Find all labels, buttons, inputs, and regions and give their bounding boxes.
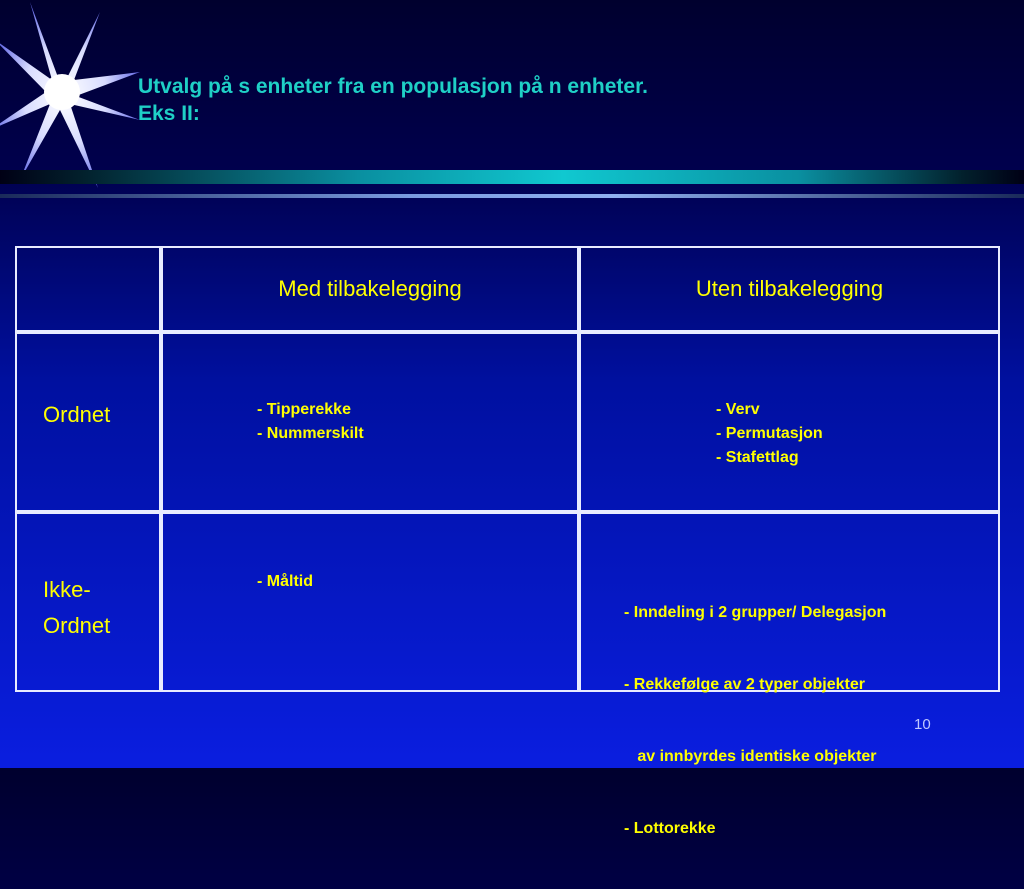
row-label-line: Ordnet bbox=[43, 613, 111, 638]
title-line-1: Utvalg på s enheter fra en populasjon på n enheter. bbox=[138, 75, 648, 98]
title-line-2: Eks II: bbox=[138, 102, 200, 125]
list-item: av innbyrdes identiske objekter bbox=[624, 748, 877, 765]
table-header-empty bbox=[15, 246, 161, 332]
table-header-uten: Uten tilbakelegging bbox=[579, 246, 1000, 332]
list-item: - Nummerskilt bbox=[257, 425, 364, 442]
list-item: - Tipperekke bbox=[257, 401, 351, 418]
examples-list bbox=[257, 570, 313, 594]
list-item: - Permutasjon bbox=[716, 425, 823, 442]
list-item: - Verv bbox=[716, 401, 760, 418]
examples-list bbox=[624, 553, 886, 889]
row-label-text: Ordnet bbox=[43, 402, 111, 427]
row-label-ordnet bbox=[15, 332, 161, 512]
row-label-text bbox=[43, 572, 110, 644]
title-divider-bar bbox=[0, 170, 1024, 184]
slide-title bbox=[138, 73, 648, 127]
list-item: - Måltid bbox=[257, 573, 313, 590]
list-item: - Rekkefølge av 2 typer objekter bbox=[624, 676, 865, 693]
table-header-med: Med tilbakelegging bbox=[161, 246, 579, 332]
star-burst-icon bbox=[0, 0, 150, 190]
title-divider-line bbox=[0, 194, 1024, 198]
page-number: 10 bbox=[914, 716, 931, 733]
list-item: - Lottorekke bbox=[624, 820, 716, 837]
cell-ordnet-uten bbox=[579, 332, 1000, 512]
cell-ordnet-med bbox=[161, 332, 579, 512]
examples-list bbox=[716, 398, 823, 470]
row-label-ikke-ordnet bbox=[15, 512, 161, 692]
cell-ikke-ordnet-med bbox=[161, 512, 579, 692]
list-item: - Inndeling i 2 grupper/ Delegasjon bbox=[624, 604, 887, 621]
row-label-line: Ikke- bbox=[43, 577, 91, 602]
list-item: - Stafettlag bbox=[716, 449, 799, 466]
examples-list bbox=[257, 398, 364, 446]
